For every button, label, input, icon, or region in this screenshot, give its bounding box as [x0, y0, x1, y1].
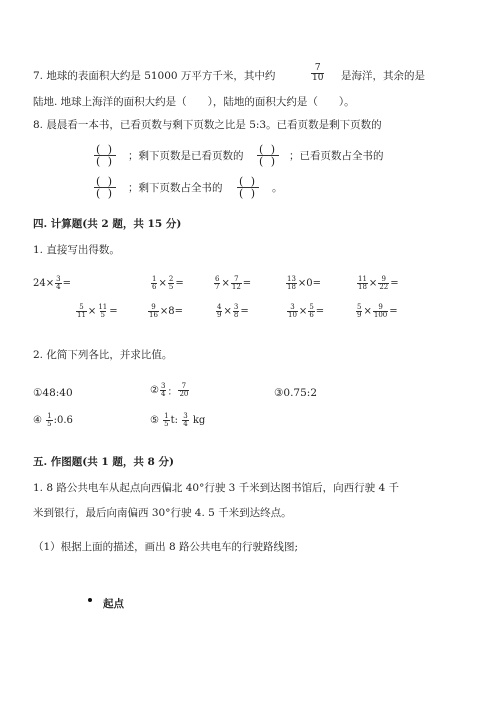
- q7-line1-pre: 7. 地球的表面积大约是 51000 万平方千米，其中约: [33, 70, 276, 82]
- frac-num: 3: [56, 275, 61, 283]
- frac-num: 5: [309, 303, 314, 311]
- frac-num: 7: [234, 275, 239, 283]
- item-marker: ④: [33, 415, 42, 426]
- q8-blank-4: [236, 176, 260, 199]
- item-marker: ⑤: [150, 415, 159, 426]
- ratio-5: [150, 413, 205, 428]
- calc-r2-2: [147, 304, 183, 319]
- frac-num: 7: [181, 382, 187, 390]
- blank-denominator: ( ): [259, 155, 278, 168]
- frac-num: 2: [168, 275, 174, 283]
- frac-num: 3: [160, 382, 166, 390]
- start-point-label: 起点: [103, 598, 124, 610]
- blank-numerator: ( ): [96, 143, 115, 156]
- ratio-unit-t: t:: [170, 415, 179, 426]
- calc-r1-4: [285, 276, 321, 291]
- operator: ×: [368, 278, 378, 289]
- operator: ×: [363, 306, 372, 317]
- frac-num: 1: [164, 412, 169, 420]
- frac-den: 6: [152, 283, 157, 291]
- equals: =: [175, 278, 184, 289]
- calc-r1-2: [150, 276, 184, 291]
- frac-den: 5: [168, 283, 174, 291]
- frac-den: 9: [217, 311, 222, 319]
- equals: =: [109, 306, 118, 317]
- frac-den: 4: [183, 420, 188, 428]
- frac-den: 100: [373, 311, 388, 319]
- q8-line1: 8. 晨晨看一本书，已看页数与剩下页数之比是 5:3。已看页数是剩下页数的: [33, 119, 382, 131]
- frac-den: 18: [358, 283, 367, 291]
- frac-den: 5: [164, 420, 169, 428]
- frac-den: 16: [149, 311, 158, 319]
- calc-r1-1: [33, 276, 71, 291]
- frac-den: 4: [160, 390, 166, 398]
- ratio-unit-kg: kg: [192, 415, 206, 426]
- sec5-p1-line2: 米到银行，最后向南偏西 30°行驶 4. 5 千米到达终点。: [33, 507, 292, 519]
- blank-denominator: ( ): [239, 187, 258, 200]
- calc-r1-3: [213, 276, 251, 291]
- q7-frac-den: 10: [312, 73, 324, 83]
- equals: =: [390, 278, 399, 289]
- frac-num: 1: [47, 412, 52, 420]
- q8-item3: ；剩下页数占全书的: [128, 182, 223, 194]
- ratio-2: [150, 383, 190, 398]
- ratio-3: ③0.75:2: [274, 387, 318, 399]
- frac-den: 11: [77, 311, 86, 319]
- frac-den: 8: [233, 311, 239, 319]
- q8-blank-2: [256, 144, 280, 167]
- operator: ×: [158, 278, 167, 289]
- sec5-sub1: （1）根据上面的描述，画出 8 路公共电车的行驶路线图;: [33, 541, 299, 553]
- blank-numerator: ( ): [96, 175, 115, 188]
- ratio-colon: ：: [167, 387, 178, 398]
- calc-r2-4: [286, 304, 324, 319]
- equals: =: [62, 278, 71, 289]
- sec5-p1-line1: 1. 8 路公共电车从起点向西偏北 40°行驶 3 千米到达图书馆后，向西行驶 4 千: [33, 482, 400, 494]
- frac-num: 9: [151, 303, 156, 311]
- start-point-dot: [88, 598, 92, 602]
- q8-item2: ；已看页数占全书的: [289, 150, 384, 162]
- frac-num: 3: [290, 303, 295, 311]
- frac-num: 6: [215, 275, 220, 283]
- section5-title: 五. 作图题(共 1 题，共 8 分): [33, 456, 174, 468]
- frac-num: 9: [378, 303, 383, 311]
- frac-den: 18: [287, 283, 296, 291]
- equals: =: [315, 306, 325, 317]
- q8-blank-3: [93, 176, 117, 199]
- frac-den: 22: [379, 283, 389, 291]
- operator: ×: [223, 306, 232, 317]
- blank-numerator: ( ): [259, 143, 278, 156]
- blank-numerator: ( ): [239, 175, 258, 188]
- calc-r1-5: [356, 276, 399, 291]
- calc-r2-1: [75, 304, 118, 319]
- frac-num: 11: [98, 303, 108, 311]
- blank-denominator: ( ): [96, 155, 115, 168]
- frac-den: 10: [288, 311, 297, 319]
- equals: =: [242, 278, 252, 289]
- frac-den: 9: [357, 311, 362, 319]
- frac-num: 1: [152, 275, 157, 283]
- frac-den: 20: [179, 390, 189, 398]
- frac-num: 5: [357, 303, 362, 311]
- q7-line1-post: 是海洋，其余的是: [341, 70, 425, 82]
- frac-den: 6: [309, 311, 314, 319]
- ratio-4: [33, 413, 73, 428]
- q8-end: 。: [272, 182, 283, 194]
- operand: 24: [33, 278, 46, 289]
- frac-den: 7: [215, 283, 220, 291]
- frac-den: 5: [100, 311, 105, 319]
- section4-title: 四. 计算题(共 2 题，共 15 分): [33, 218, 182, 230]
- equals: =: [389, 306, 398, 317]
- q8-item1: ；剩下页数是已看页数的: [128, 150, 244, 162]
- calc-r2-3: [215, 304, 249, 319]
- item-marker: ②: [150, 385, 159, 396]
- frac-den: 5: [47, 420, 52, 428]
- frac-den: 12: [231, 283, 241, 291]
- operator: ×: [45, 278, 55, 289]
- q7-line2: 陆地. 地球上海洋的面积大约是（ ），陆地的面积大约是（ ）。: [33, 96, 355, 108]
- operator: ×: [221, 278, 230, 289]
- equals: =: [240, 306, 249, 317]
- q8-blank-1: [93, 144, 117, 167]
- frac-num: 13: [287, 275, 296, 283]
- frac-den: 4: [56, 283, 61, 291]
- calc-r2-5: [355, 304, 398, 319]
- operator: ×0=: [297, 278, 322, 289]
- blank-denominator: ( ): [96, 187, 115, 200]
- frac-num: 3: [233, 303, 239, 311]
- frac-num: 4: [217, 303, 222, 311]
- frac-num: 11: [358, 275, 367, 283]
- frac-num: 3: [183, 412, 188, 420]
- q7-fraction: [310, 64, 325, 83]
- q7-frac-num: 7: [314, 63, 321, 73]
- frac-num: 5: [79, 303, 84, 311]
- frac-num: 9: [381, 275, 386, 283]
- ratio-rest: :0.6: [53, 415, 73, 426]
- operator: ×8=: [159, 306, 184, 317]
- ratio-1: ①48:40: [33, 387, 73, 399]
- sec4-p1: 1. 直接写出得数。: [33, 244, 120, 256]
- operator: ×: [298, 306, 308, 317]
- sec4-p2: 2. 化简下列各比，并求比值。: [33, 349, 173, 361]
- operator: ×: [87, 306, 97, 317]
- q7-line1: [33, 69, 275, 83]
